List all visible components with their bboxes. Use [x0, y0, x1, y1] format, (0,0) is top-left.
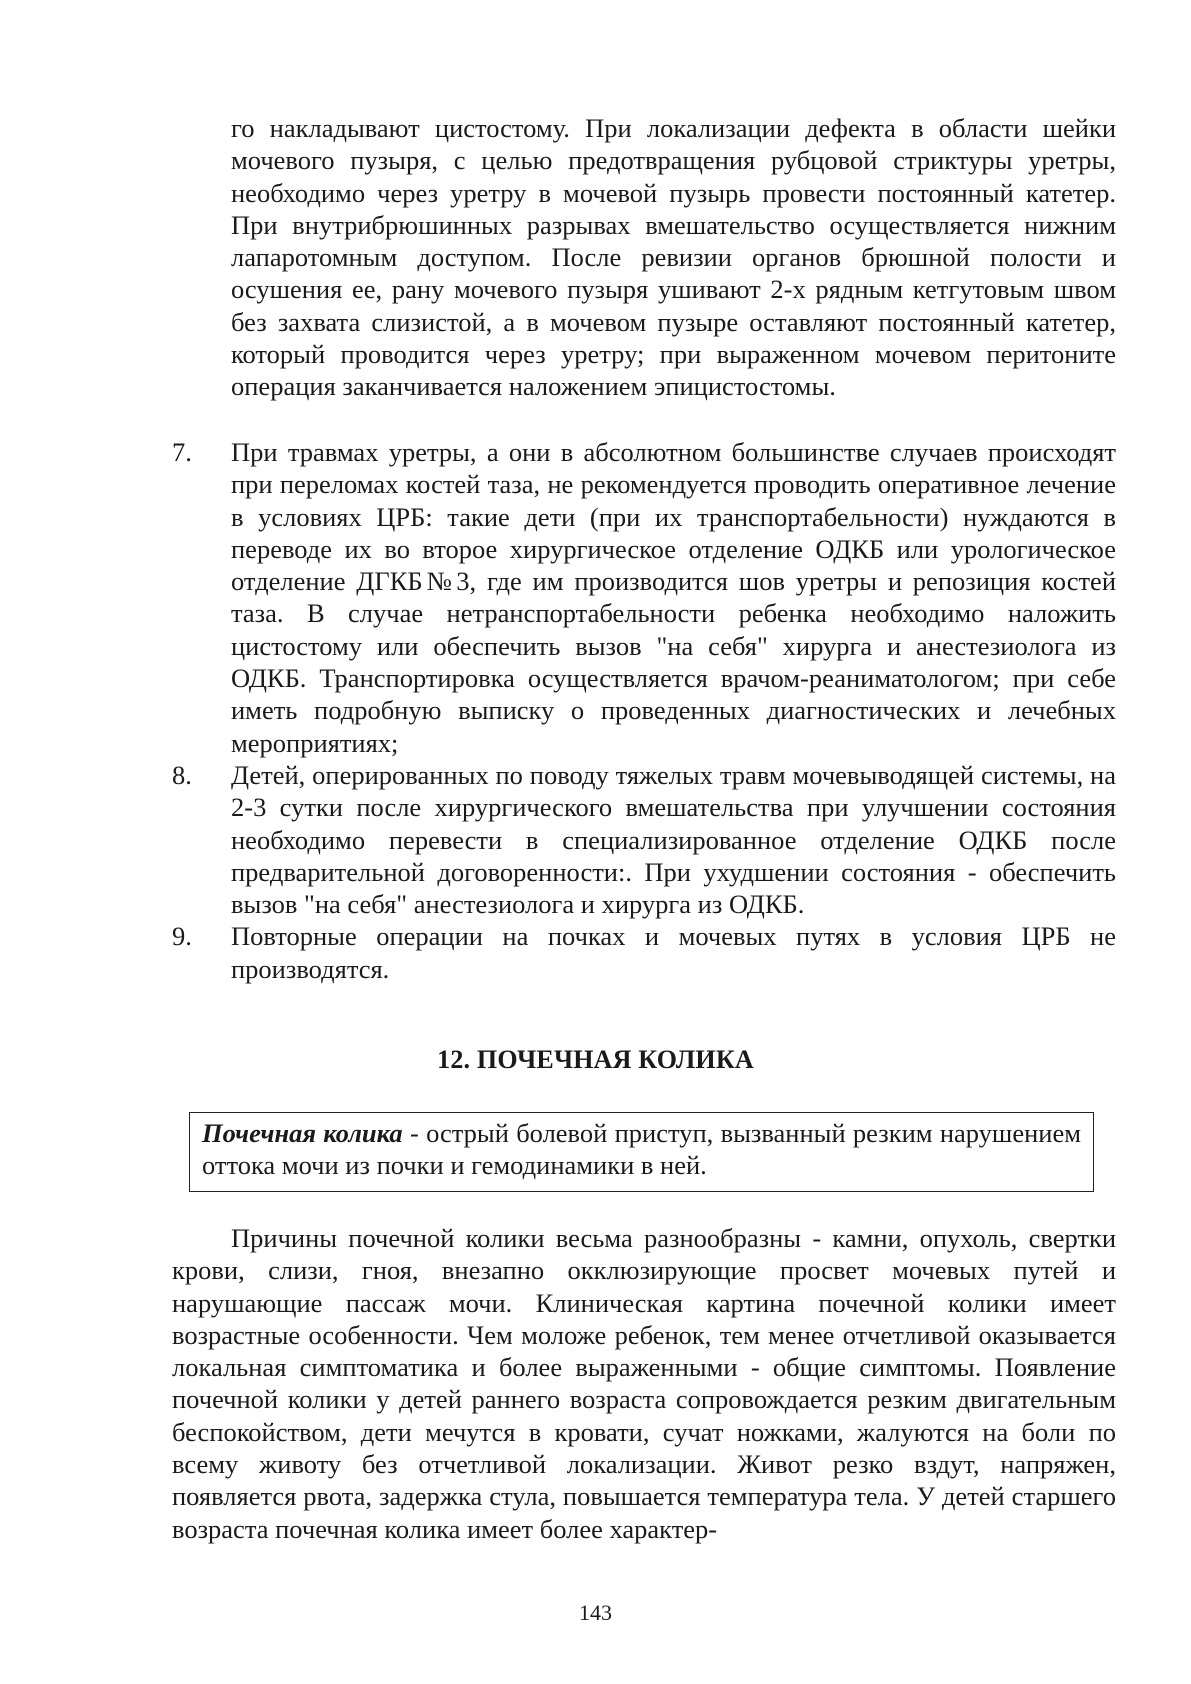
section-title: . ПОЧЕЧНАЯ КОЛИКА — [463, 1045, 754, 1074]
list-item-text: При травмах уретры, а они в абсолютном большинстве случаев происходят при переломах костей таза, не рекомендуется проводить оперативное лечение в условиях ЦРБ: такие дети (при их транспортабельности) нуждаются в переводе их во второе хирургическое отделение ОДКБ или урологическое отделение ДГКБ№3, где им производится шов уретры и репозиция костей таза. В случае нетранспортабельности ребенка необходимо наложить цистостому или обеспечить вызов "на себя" хирурга и анестезиолога из ОДКБ. Транспортировка осуществляется врачом-реаниматологом; при себе иметь подробную выписку о проведенных диагностических и лечебных мероприятиях; — [231, 437, 1116, 758]
list-item — [172, 920, 1116, 985]
section-number: 12 — [437, 1045, 464, 1074]
definition-box — [189, 1112, 1094, 1192]
list-item-number: 7. — [172, 437, 192, 467]
page-number: 143 — [579, 1600, 612, 1625]
continuation-paragraph: го накладывают цистостому. При локализации дефекта в области шейки мочевого пузыря, с целью предотвращения рубцовой стриктуры уретры, необходимо через уретру в мочевой пузырь провести постоянный катетер. При внутрибрюшинных разрывах вмешательство осуществляется нижним лапаротомным доступом. После ревизии органов брюшной полости и осушения ее, рану мочевого пузыря ушивают 2-х рядным кетгутовым швом без захвата слизистой, а в мочевом пузыре оставляют постоянный катетер, который проводится через уретру; при выраженном мочевом перитоните операция заканчивается наложением эпицистостомы. — [231, 113, 1116, 402]
list-item-number: 9. — [172, 921, 192, 952]
list-item-text: Детей, оперированных по поводу тяжелых травм мочевыводящей системы, на 2-3 сутки после хирургического вмешательства при улучшении состояния необходимо перевести в специализированное отделение ОДКБ после предварительной договоренности:. При ухудшении состояния - обеспечить вызов "на себя" анестезиолога и хирурга из ОДКБ. — [231, 759, 1116, 920]
list-item-number: 8. — [172, 759, 192, 790]
numbered-list — [172, 436, 1116, 985]
definition-term: Почечная колика — [202, 1118, 403, 1148]
list-item-text: Повторные операции на почках и мочевых путях в условия ЦРБ не производятся. — [231, 921, 1116, 984]
list-item — [172, 436, 1116, 759]
body-paragraph: Причины почечной колики весьма разнообразны - камни, опухоль, свертки крови, слизи, гноя, внезапно окклюзирующие просвет мочевых путей и нарушающие пассаж мочи. Клиническая картина почечной колики имеет возрастные особенности. Чем моложе ребенок, тем менее отчетливой оказывается локальная симптоматика и более выраженными - общие симптомы. Появление почечной колики у детей раннего возраста сопровождается резким двигательным беспокойством, дети мечутся в кровати, сучат ножками, жалуются на боли по всему животу без отчетливой локализации. Живот резко вздут, напряжен, появляется рвота, задержка стула, повышается температура тела. У детей старшего возраста почечная колика имеет более характер- — [172, 1223, 1116, 1544]
list-item — [172, 759, 1116, 920]
definition-text: - острый болевой приступ, вызванный резким нарушением оттока мочи из почки и гемодинамики в ней. — [202, 1118, 1081, 1181]
section-heading — [0, 1044, 1191, 1076]
